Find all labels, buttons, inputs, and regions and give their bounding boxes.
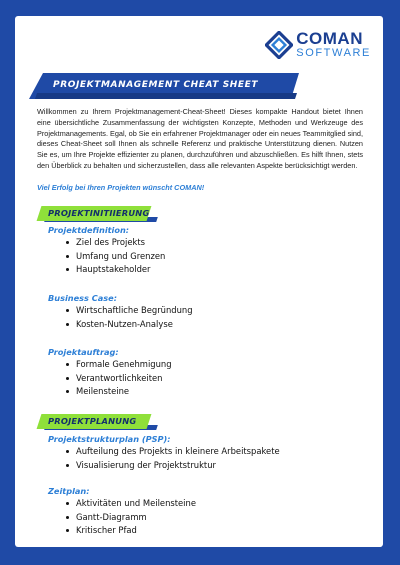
coman-logo (265, 30, 371, 59)
list-business-case (66, 304, 193, 331)
section-label: PROJEKTINITIIERUNG (48, 208, 150, 218)
logo-brand: COMAN (296, 29, 363, 48)
section-label: PROJEKTPLANUNG (48, 416, 137, 426)
list-item: Verantwortlichkeiten (66, 372, 172, 386)
subheading-zeitplan: Zeitplan: (48, 486, 90, 496)
list-item: Umfang und Grenzen (66, 250, 165, 264)
page-title: PROJEKTMANAGEMENT CHEAT SHEET (53, 80, 259, 90)
logo-tagline: SOFTWARE (296, 47, 371, 59)
signoff-text: Viel Erfolg bei Ihren Projekten wünscht COMAN! (37, 183, 205, 192)
subheading-projektauftrag: Projektauftrag: (48, 347, 119, 357)
list-item: Formale Genehmigung (66, 358, 172, 372)
list-zeitplan (66, 497, 196, 538)
list-item: Visualisierung der Projektstruktur (66, 459, 280, 473)
list-projektauftrag (66, 358, 172, 399)
list-psp (66, 445, 280, 472)
subheading-business-case: Business Case: (48, 293, 117, 303)
list-item: Aktivitäten und Meilensteine (66, 497, 196, 511)
intro-paragraph: Willkommen zu Ihrem Projektmanagement-Cheat-Sheet! Dieses kompakte Handout bietet Ihnen eine übersichtliche Zusammenfassung der wichtigsten Konzepte, Methoden und Werkzeuge des Projektmanagements. Egal, ob Sie ein erfahrener Projektmanager oder ein neues Teammitglied sind, dieses Cheat-Sheet soll Ihnen als schnelle Referenz und praktische Unterstützung dienen. Nutzen Sie es, um Ihre Projekte effizienter zu planen, durchzuführen und abzuschließen. Es hilft Ihnen, stets den Überblick zu behalten und sicherzustellen, dass alle relevanten Aspekte berücksichtigt werden. (37, 107, 363, 170)
subheading-psp: Projektstrukturplan (PSP): (48, 434, 171, 444)
list-item: Wirtschaftliche Begründung (66, 304, 193, 318)
title-banner (29, 73, 299, 99)
subheading-projektdefinition: Projektdefinition: (48, 225, 130, 235)
list-item: Aufteilung des Projekts in kleinere Arbeitspakete (66, 445, 280, 459)
list-item: Hauptstakeholder (66, 263, 165, 277)
list-item: Gantt-Diagramm (66, 511, 196, 525)
list-item: Meilensteine (66, 385, 172, 399)
coman-diamond-icon (265, 31, 293, 59)
cheat-sheet-page (15, 16, 383, 547)
list-projektdefinition (66, 236, 165, 277)
list-item: Kritischer Pfad (66, 524, 196, 538)
list-item: Ziel des Projekts (66, 236, 165, 250)
list-item: Kosten-Nutzen-Analyse (66, 318, 193, 332)
